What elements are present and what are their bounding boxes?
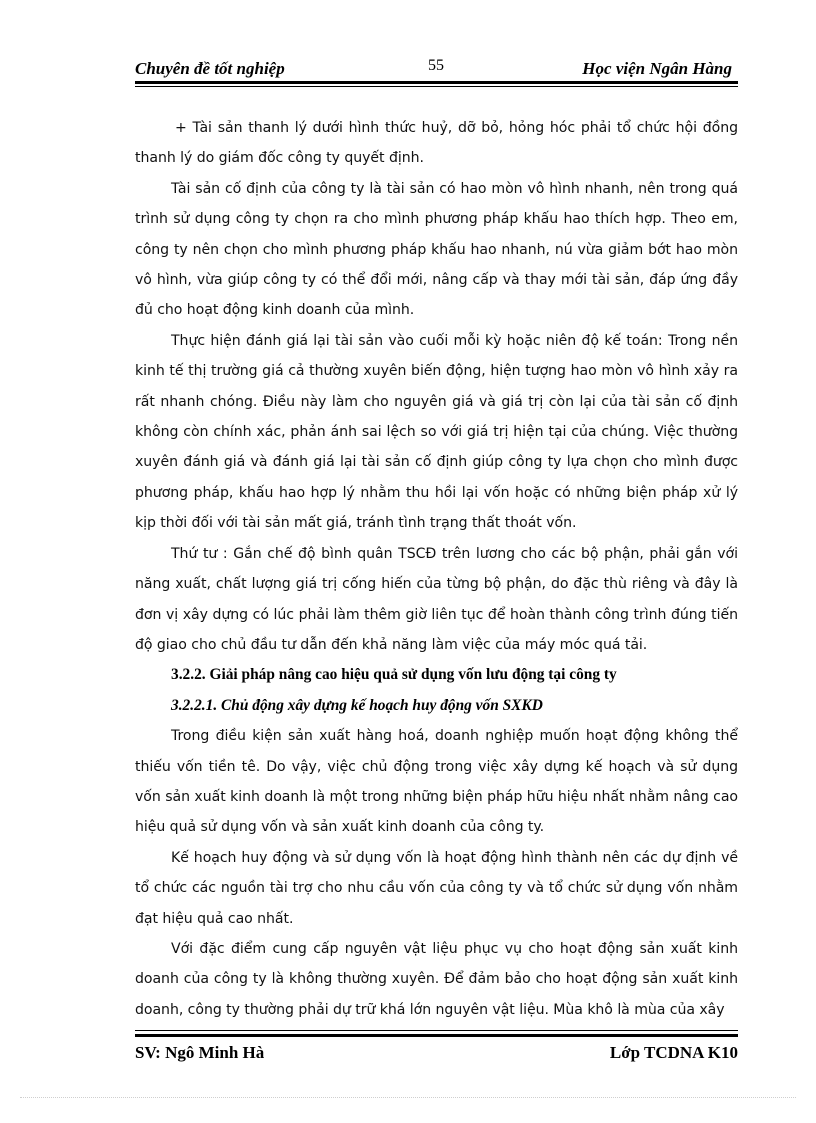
paragraph-depreciation-method: Tài sản cố định của công ty là tài sản có hao mòn vô hình nhanh, nên trong quá trình sử dụng công ty chọn ra cho mình phương pháp khấu hao thích hợp. Theo em, công ty nên chọn cho mình phương pháp khấu hao nhanh, nú vừa giảm bớt hao mòn vô hình, vừa giúp công ty có thể đổi mới, nâng cấp và thay mới tài sản, đáp ứng đầy đủ cho hoạt động kinh doanh của mình. <box>135 180 738 319</box>
paragraph-capital-planning: Trong điều kiện sản xuất hàng hoá, doanh nghiệp muốn hoạt động không thể thiếu vốn tiền tê. Do vậy, việc chủ động trong việc xây dựng kế hoạch và sử dụng vốn sản xuất kinh doanh là một trong những biện pháp hữu hiệu nhất nhằm nâng cao hiệu quả sử dụng vốn và sản xuất kinh doanh của công ty. <box>135 728 738 836</box>
paragraph-asset-revaluation: Thực hiện đánh giá lại tài sản vào cuối mỗi kỳ hoặc niên độ kế toán: Trong nền kinh tế thị trường giá cả thường xuyên biến động, hiện tượng hao mòn vô hình xảy ra rất nhanh chóng. Điều này làm cho nguyên giá và giá trị còn lại của tài sản cố định không còn chính xác, phản ánh sai lệch so với giá trị hiện tại của chúng. Việc thường xuyên đánh giá và đánh giá lại tài sản cố định giúp công ty lựa chọn cho mình được phương pháp, khấu hao hợp lý nhằm thu hồi lại vốn hoặc có những biện pháp xử lý kịp thời đối với tài sản mất giá, tránh tình trạng thất thoát vốn. <box>135 332 738 532</box>
header-thesis-title: Chuyên đề tốt nghiệp <box>135 59 285 78</box>
header-rule-thin <box>135 86 738 87</box>
paragraph-material-supply: Với đặc điểm cung cấp nguyên vật liệu phục vụ cho hoạt động sản xuất kinh doanh của công ty là không thường xuyên. Để đảm bảo cho hoạt động sản xuất kinh doanh, công ty thường phải dự trữ khá lớn nguyên vật liệu. Mùa khô là mùa của xây <box>135 940 738 1018</box>
paragraph-fourth-measure: Thứ tư : Gắn chế độ bình quân TSCĐ trên lương cho các bộ phận, phải gắn với năng xuất, chất lượng giá trị cống hiến của từng bộ phận, do đặc thù riêng và đây là đơn vị xây dựng có lúc phải làm thêm giờ liên tục để hoàn thành công trình đúng tiến độ giao cho chủ đầu tư dẫn đến khả năng làm việc của máy móc quá tải. <box>135 545 738 653</box>
page-header <box>135 55 735 81</box>
footer-rule-thick <box>135 1034 738 1037</box>
header-rule-thick <box>135 81 738 84</box>
footer-student-name: SV: Ngô Minh Hà <box>135 1043 265 1062</box>
header-institution: Học viện Ngân Hàng <box>582 59 732 78</box>
page-body <box>135 113 738 1025</box>
footer-rule-thin <box>135 1030 738 1031</box>
section-heading-3-2-2: 3.2.2. Giải pháp nâng cao hiệu quả sử dụng vốn lưu động tại công ty <box>171 666 617 684</box>
paragraph-asset-liquidation: + Tài sản thanh lý dưới hình thức huỷ, dỡ bỏ, hỏng hóc phải tổ chức hội đồng thanh lý do giám đốc công ty quyết định. <box>135 120 738 167</box>
page-boundary-dotted-line <box>20 1097 796 1098</box>
subsection-heading-3-2-2-1: 3.2.2.1. Chủ động xây dựng kế hoạch huy động vốn SXKD <box>171 696 543 714</box>
paragraph-capital-plan-definition: Kế hoạch huy động và sử dụng vốn là hoạt động hình thành nên các dự định về tổ chức các nguồn tài trợ cho nhu cầu vốn của công ty và tổ chức sử dụng vốn nhằm đạt hiệu quả cao nhất. <box>135 849 738 927</box>
page-number: 55 <box>428 57 444 74</box>
footer-class-name: Lớp TCDNA K10 <box>609 1043 738 1062</box>
